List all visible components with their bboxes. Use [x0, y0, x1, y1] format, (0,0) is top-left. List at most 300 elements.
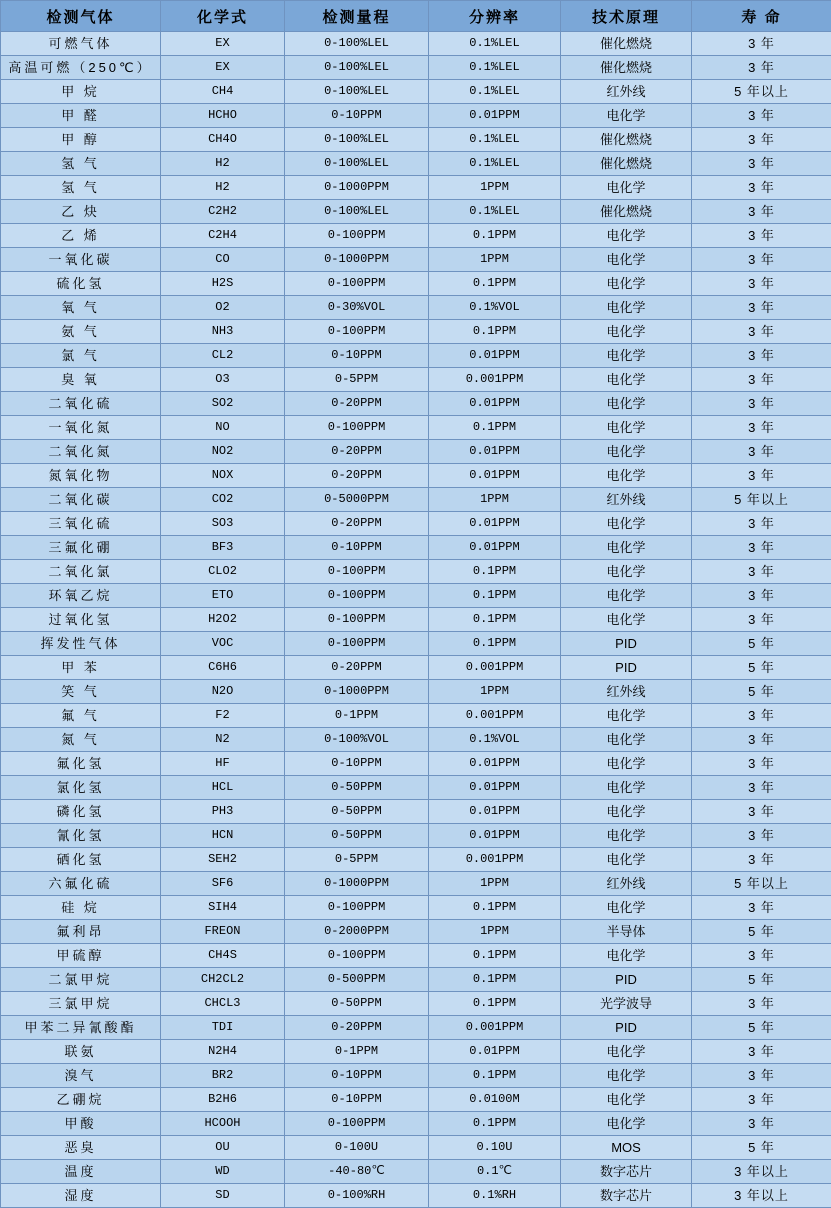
cell-resolution: 0.01PPM [429, 776, 561, 800]
cell-gas: 磷化氢 [1, 800, 161, 824]
cell-gas: 可燃气体 [1, 32, 161, 56]
cell-formula: SF6 [161, 872, 285, 896]
cell-formula: CH4O [161, 128, 285, 152]
cell-lifetime: 3 年 [692, 368, 831, 392]
cell-principle: 红外线 [561, 80, 692, 104]
cell-range: 0-100PPM [285, 416, 429, 440]
cell-lifetime: 3 年 [692, 416, 831, 440]
cell-principle: 电化学 [561, 344, 692, 368]
cell-gas: 一氧化氮 [1, 416, 161, 440]
cell-range: 0-5PPM [285, 368, 429, 392]
cell-formula: F2 [161, 704, 285, 728]
cell-gas: 氢 气 [1, 176, 161, 200]
cell-resolution: 0.01PPM [429, 824, 561, 848]
cell-formula: NO [161, 416, 285, 440]
cell-lifetime: 3 年 [692, 992, 831, 1016]
cell-gas: 二氧化碳 [1, 488, 161, 512]
cell-range: 0-100PPM [285, 632, 429, 656]
table-row [1, 1088, 831, 1112]
cell-range: 0-20PPM [285, 440, 429, 464]
table-row [1, 632, 831, 656]
cell-lifetime: 3 年 [692, 776, 831, 800]
cell-resolution: 0.01PPM [429, 464, 561, 488]
cell-principle: 催化燃烧 [561, 200, 692, 224]
cell-resolution: 0.001PPM [429, 656, 561, 680]
cell-principle: 电化学 [561, 392, 692, 416]
cell-range: 0-100PPM [285, 272, 429, 296]
cell-range: 0-100PPM [285, 584, 429, 608]
cell-resolution: 0.1%LEL [429, 32, 561, 56]
cell-principle: 红外线 [561, 488, 692, 512]
table-row [1, 704, 831, 728]
cell-range: 0-20PPM [285, 392, 429, 416]
cell-resolution: 0.01PPM [429, 392, 561, 416]
cell-gas: 三氧化硫 [1, 512, 161, 536]
cell-resolution: 0.1PPM [429, 632, 561, 656]
cell-principle: 电化学 [561, 416, 692, 440]
cell-range: 0-20PPM [285, 656, 429, 680]
cell-gas: 氮 气 [1, 728, 161, 752]
cell-gas: 甲硫醇 [1, 944, 161, 968]
cell-principle: 电化学 [561, 1088, 692, 1112]
cell-gas: 二氯甲烷 [1, 968, 161, 992]
cell-lifetime: 3 年 [692, 272, 831, 296]
cell-gas: 二氧化氮 [1, 440, 161, 464]
cell-principle: 催化燃烧 [561, 128, 692, 152]
table-row [1, 152, 831, 176]
cell-principle: 电化学 [561, 896, 692, 920]
table-row [1, 800, 831, 824]
cell-resolution: 0.01PPM [429, 1040, 561, 1064]
table-body [1, 32, 831, 1208]
cell-gas: 恶臭 [1, 1136, 161, 1160]
table-row [1, 272, 831, 296]
cell-gas: 乙 炔 [1, 200, 161, 224]
cell-principle: 电化学 [561, 728, 692, 752]
cell-resolution: 0.01PPM [429, 104, 561, 128]
cell-gas: 臭 氧 [1, 368, 161, 392]
cell-formula: O2 [161, 296, 285, 320]
cell-formula: NH3 [161, 320, 285, 344]
cell-resolution: 0.1%VOL [429, 728, 561, 752]
cell-lifetime: 5 年 [692, 656, 831, 680]
cell-formula: HCL [161, 776, 285, 800]
cell-principle: 催化燃烧 [561, 152, 692, 176]
cell-range: 0-5PPM [285, 848, 429, 872]
cell-gas: 甲 醛 [1, 104, 161, 128]
cell-principle: 电化学 [561, 320, 692, 344]
cell-resolution: 0.1PPM [429, 608, 561, 632]
cell-resolution: 0.001PPM [429, 1016, 561, 1040]
table-row [1, 392, 831, 416]
table-row [1, 200, 831, 224]
cell-range: 0-20PPM [285, 1016, 429, 1040]
cell-resolution: 0.1%LEL [429, 56, 561, 80]
cell-resolution: 0.1%LEL [429, 200, 561, 224]
cell-resolution: 0.1PPM [429, 584, 561, 608]
cell-resolution: 0.01PPM [429, 440, 561, 464]
cell-resolution: 1PPM [429, 920, 561, 944]
cell-principle: 电化学 [561, 944, 692, 968]
cell-resolution: 0.1%LEL [429, 152, 561, 176]
cell-principle: 光学波导 [561, 992, 692, 1016]
table-row [1, 1040, 831, 1064]
table-row [1, 920, 831, 944]
cell-formula: H2S [161, 272, 285, 296]
table-row [1, 968, 831, 992]
table-row [1, 1136, 831, 1160]
table-row [1, 584, 831, 608]
cell-formula: H2 [161, 176, 285, 200]
cell-principle: 电化学 [561, 776, 692, 800]
cell-formula: SEH2 [161, 848, 285, 872]
cell-resolution: 0.0100M [429, 1088, 561, 1112]
cell-range: 0-5000PPM [285, 488, 429, 512]
cell-range: 0-10PPM [285, 344, 429, 368]
cell-principle: 电化学 [561, 848, 692, 872]
cell-principle: 电化学 [561, 704, 692, 728]
cell-principle: PID [561, 632, 692, 656]
table-row [1, 224, 831, 248]
cell-lifetime: 3 年以上 [692, 1160, 831, 1184]
cell-range: 0-1000PPM [285, 872, 429, 896]
cell-range: 0-2000PPM [285, 920, 429, 944]
table-row [1, 992, 831, 1016]
cell-range: 0-100PPM [285, 944, 429, 968]
cell-range: 0-100PPM [285, 320, 429, 344]
cell-lifetime: 3 年 [692, 896, 831, 920]
table-row [1, 896, 831, 920]
cell-range: 0-100U [285, 1136, 429, 1160]
cell-principle: 电化学 [561, 440, 692, 464]
cell-range: 0-100PPM [285, 896, 429, 920]
cell-range: 0-100%LEL [285, 128, 429, 152]
cell-range: 0-1000PPM [285, 176, 429, 200]
cell-resolution: 0.01PPM [429, 752, 561, 776]
cell-principle: 电化学 [561, 296, 692, 320]
cell-resolution: 1PPM [429, 872, 561, 896]
cell-resolution: 1PPM [429, 488, 561, 512]
cell-lifetime: 5 年 [692, 920, 831, 944]
table-row [1, 368, 831, 392]
cell-gas: 硫化氢 [1, 272, 161, 296]
cell-range: 0-50PPM [285, 800, 429, 824]
cell-range: 0-100PPM [285, 224, 429, 248]
cell-formula: OU [161, 1136, 285, 1160]
cell-formula: BR2 [161, 1064, 285, 1088]
cell-range: 0-100PPM [285, 560, 429, 584]
cell-lifetime: 5 年 [692, 1016, 831, 1040]
cell-formula: CO [161, 248, 285, 272]
cell-gas: 氟化氢 [1, 752, 161, 776]
header-cell-gas: 检测气体 [1, 1, 161, 32]
cell-principle: 电化学 [561, 272, 692, 296]
cell-formula: SD [161, 1184, 285, 1208]
cell-formula: N2 [161, 728, 285, 752]
cell-lifetime: 3 年 [692, 944, 831, 968]
cell-range: 0-100%VOL [285, 728, 429, 752]
header-cell-resolution: 分辨率 [429, 1, 561, 32]
cell-lifetime: 5 年以上 [692, 872, 831, 896]
cell-range: 0-100%LEL [285, 200, 429, 224]
cell-gas: 氰化氢 [1, 824, 161, 848]
cell-resolution: 0.001PPM [429, 368, 561, 392]
cell-lifetime: 3 年 [692, 1040, 831, 1064]
cell-formula: O3 [161, 368, 285, 392]
cell-lifetime: 3 年 [692, 224, 831, 248]
cell-resolution: 0.1%VOL [429, 296, 561, 320]
cell-lifetime: 3 年 [692, 848, 831, 872]
table-row [1, 512, 831, 536]
table-row [1, 608, 831, 632]
table-row [1, 56, 831, 80]
header-cell-range: 检测量程 [285, 1, 429, 32]
cell-formula: EX [161, 32, 285, 56]
cell-range: 0-100%LEL [285, 80, 429, 104]
header-row [1, 1, 831, 32]
cell-lifetime: 3 年 [692, 800, 831, 824]
cell-range: 0-50PPM [285, 776, 429, 800]
table-row [1, 248, 831, 272]
table-row [1, 752, 831, 776]
table-row [1, 176, 831, 200]
table-row [1, 1160, 831, 1184]
table-row [1, 416, 831, 440]
cell-range: 0-10PPM [285, 752, 429, 776]
cell-lifetime: 3 年 [692, 512, 831, 536]
cell-formula: CH4S [161, 944, 285, 968]
header-cell-formula: 化学式 [161, 1, 285, 32]
cell-gas: 一氧化碳 [1, 248, 161, 272]
cell-resolution: 0.001PPM [429, 704, 561, 728]
cell-range: 0-50PPM [285, 992, 429, 1016]
cell-lifetime: 3 年 [692, 1088, 831, 1112]
cell-formula: WD [161, 1160, 285, 1184]
cell-principle: PID [561, 1016, 692, 1040]
cell-resolution: 0.1PPM [429, 968, 561, 992]
table-row [1, 344, 831, 368]
cell-resolution: 0.001PPM [429, 848, 561, 872]
cell-principle: 催化燃烧 [561, 56, 692, 80]
cell-formula: CH4 [161, 80, 285, 104]
cell-formula: PH3 [161, 800, 285, 824]
cell-gas: 挥发性气体 [1, 632, 161, 656]
cell-range: 0-100%RH [285, 1184, 429, 1208]
cell-principle: 红外线 [561, 872, 692, 896]
cell-formula: HF [161, 752, 285, 776]
cell-range: 0-1000PPM [285, 248, 429, 272]
table-row [1, 296, 831, 320]
cell-principle: 电化学 [561, 584, 692, 608]
cell-principle: 电化学 [561, 824, 692, 848]
cell-gas: 三氟化硼 [1, 536, 161, 560]
cell-gas: 甲苯二异氰酸酯 [1, 1016, 161, 1040]
cell-gas: 甲 烷 [1, 80, 161, 104]
cell-principle: 电化学 [561, 176, 692, 200]
cell-principle: 半导体 [561, 920, 692, 944]
cell-gas: 二氧化氯 [1, 560, 161, 584]
cell-lifetime: 5 年 [692, 1136, 831, 1160]
cell-gas: 甲酸 [1, 1112, 161, 1136]
cell-resolution: 0.1PPM [429, 224, 561, 248]
cell-gas: 氨 气 [1, 320, 161, 344]
cell-formula: C2H4 [161, 224, 285, 248]
cell-principle: 电化学 [561, 1112, 692, 1136]
cell-lifetime: 3 年 [692, 560, 831, 584]
table-row [1, 872, 831, 896]
table-row [1, 560, 831, 584]
cell-resolution: 0.1%RH [429, 1184, 561, 1208]
cell-formula: TDI [161, 1016, 285, 1040]
cell-principle: 电化学 [561, 1040, 692, 1064]
cell-principle: 电化学 [561, 752, 692, 776]
cell-resolution: 0.01PPM [429, 800, 561, 824]
cell-gas: 硒化氢 [1, 848, 161, 872]
cell-resolution: 0.1PPM [429, 1064, 561, 1088]
cell-gas: 温度 [1, 1160, 161, 1184]
cell-formula: HCOOH [161, 1112, 285, 1136]
cell-range: 0-100PPM [285, 608, 429, 632]
cell-gas: 环氧乙烷 [1, 584, 161, 608]
cell-gas: 氮氧化物 [1, 464, 161, 488]
cell-resolution: 0.01PPM [429, 344, 561, 368]
table-row [1, 776, 831, 800]
cell-gas: 甲 苯 [1, 656, 161, 680]
cell-range: 0-100%LEL [285, 152, 429, 176]
cell-principle: 电化学 [561, 368, 692, 392]
table-row [1, 1112, 831, 1136]
cell-range: 0-1PPM [285, 704, 429, 728]
cell-lifetime: 3 年 [692, 584, 831, 608]
cell-lifetime: 3 年 [692, 440, 831, 464]
cell-gas: 笑 气 [1, 680, 161, 704]
table-row [1, 1064, 831, 1088]
cell-formula: SO3 [161, 512, 285, 536]
cell-gas: 联氨 [1, 1040, 161, 1064]
cell-range: 0-10PPM [285, 1088, 429, 1112]
table-row [1, 848, 831, 872]
cell-lifetime: 3 年 [692, 1112, 831, 1136]
cell-gas: 三氯甲烷 [1, 992, 161, 1016]
cell-formula: N2H4 [161, 1040, 285, 1064]
cell-formula: H2 [161, 152, 285, 176]
cell-range: 0-1PPM [285, 1040, 429, 1064]
cell-formula: NOX [161, 464, 285, 488]
cell-lifetime: 3 年以上 [692, 1184, 831, 1208]
cell-formula: EX [161, 56, 285, 80]
cell-resolution: 1PPM [429, 680, 561, 704]
table-row [1, 488, 831, 512]
cell-resolution: 0.01PPM [429, 512, 561, 536]
cell-lifetime: 3 年 [692, 296, 831, 320]
cell-lifetime: 5 年以上 [692, 488, 831, 512]
table-row [1, 32, 831, 56]
cell-range: 0-1000PPM [285, 680, 429, 704]
cell-principle: 电化学 [561, 248, 692, 272]
cell-range: 0-500PPM [285, 968, 429, 992]
cell-lifetime: 3 年 [692, 344, 831, 368]
cell-gas: 过氧化氢 [1, 608, 161, 632]
cell-gas: 湿度 [1, 1184, 161, 1208]
cell-lifetime: 3 年 [692, 32, 831, 56]
cell-lifetime: 3 年 [692, 464, 831, 488]
cell-lifetime: 3 年 [692, 176, 831, 200]
cell-range: 0-100PPM [285, 1112, 429, 1136]
cell-formula: NO2 [161, 440, 285, 464]
cell-range: 0-10PPM [285, 1064, 429, 1088]
table-row [1, 824, 831, 848]
cell-resolution: 0.1PPM [429, 416, 561, 440]
cell-formula: BF3 [161, 536, 285, 560]
cell-lifetime: 3 年 [692, 56, 831, 80]
cell-principle: 电化学 [561, 800, 692, 824]
cell-range: 0-10PPM [285, 104, 429, 128]
cell-lifetime: 5 年 [692, 680, 831, 704]
cell-lifetime: 5 年以上 [692, 80, 831, 104]
cell-resolution: 0.1%LEL [429, 80, 561, 104]
table-row [1, 944, 831, 968]
cell-gas: 氧 气 [1, 296, 161, 320]
cell-lifetime: 3 年 [692, 608, 831, 632]
cell-lifetime: 3 年 [692, 752, 831, 776]
cell-range: 0-30%VOL [285, 296, 429, 320]
cell-range: 0-10PPM [285, 536, 429, 560]
cell-resolution: 0.1PPM [429, 1112, 561, 1136]
table-row [1, 680, 831, 704]
table-row [1, 536, 831, 560]
cell-principle: 数字芯片 [561, 1184, 692, 1208]
table-row [1, 1016, 831, 1040]
cell-formula: FREON [161, 920, 285, 944]
cell-gas: 硅 烷 [1, 896, 161, 920]
cell-gas: 氢 气 [1, 152, 161, 176]
cell-principle: 电化学 [561, 224, 692, 248]
cell-gas: 氟 气 [1, 704, 161, 728]
cell-gas: 乙硼烷 [1, 1088, 161, 1112]
cell-principle: 红外线 [561, 680, 692, 704]
cell-resolution: 1PPM [429, 176, 561, 200]
cell-lifetime: 3 年 [692, 536, 831, 560]
cell-lifetime: 3 年 [692, 824, 831, 848]
cell-formula: CHCL3 [161, 992, 285, 1016]
table-row [1, 1184, 831, 1208]
cell-formula: CL2 [161, 344, 285, 368]
cell-range: 0-20PPM [285, 464, 429, 488]
table-row [1, 728, 831, 752]
cell-lifetime: 3 年 [692, 152, 831, 176]
cell-lifetime: 3 年 [692, 320, 831, 344]
cell-lifetime: 5 年 [692, 968, 831, 992]
cell-range: 0-100%LEL [285, 32, 429, 56]
table-row [1, 128, 831, 152]
cell-formula: HCN [161, 824, 285, 848]
header-cell-principle: 技术原理 [561, 1, 692, 32]
cell-resolution: 0.01PPM [429, 536, 561, 560]
cell-resolution: 1PPM [429, 248, 561, 272]
cell-resolution: 0.10U [429, 1136, 561, 1160]
cell-gas: 二氧化硫 [1, 392, 161, 416]
cell-principle: MOS [561, 1136, 692, 1160]
cell-lifetime: 3 年 [692, 1064, 831, 1088]
cell-gas: 氟利昂 [1, 920, 161, 944]
cell-lifetime: 3 年 [692, 392, 831, 416]
cell-principle: 电化学 [561, 464, 692, 488]
table-row [1, 80, 831, 104]
cell-formula: B2H6 [161, 1088, 285, 1112]
cell-gas: 氯 气 [1, 344, 161, 368]
cell-lifetime: 3 年 [692, 248, 831, 272]
cell-formula: N2O [161, 680, 285, 704]
